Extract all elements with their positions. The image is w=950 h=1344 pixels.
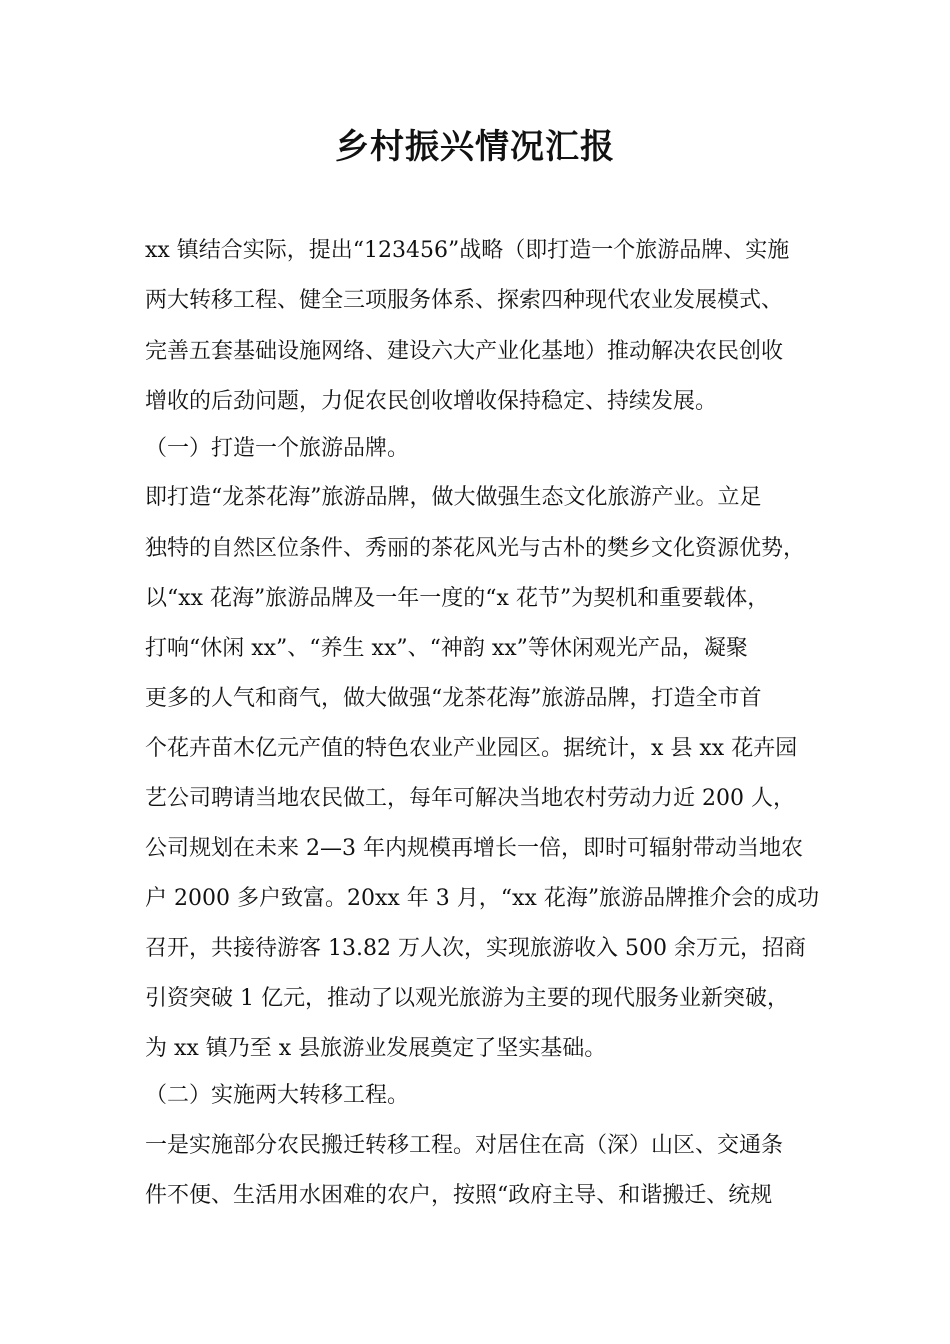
text-line: 为 xx 镇乃至 x 县旅游业发展奠定了坚实基础。 (145, 1036, 607, 1061)
text-line: 以“xx 花海”旅游品牌及一年一度的“x 花节”为契机和重要载体， (145, 586, 770, 611)
text-line: 一是实施部分农民搬迁转移工程。对居住在高（深）山区、交通条 (145, 1133, 784, 1158)
document-title: 乡村振兴情况汇报 (335, 127, 615, 167)
text-line: 更多的人气和商气，做大做强“龙茶花海”旅游品牌，打造全市首 (145, 686, 762, 711)
text-line: 完善五套基础设施网络、建设六大产业化基地）推动解决农民创收 (145, 339, 784, 364)
text-line: 个花卉苗木亿元产值的特色农业产业园区。据统计，x 县 xx 花卉园 (145, 736, 798, 761)
text-line: 件不便、生活用水困难的农户，按照“政府主导、和谐搬迁、统规 (145, 1183, 773, 1208)
text-line: 公司规划在未来 2—3 年内规模再增长一倍，即时可辐射带动当地农 (145, 836, 803, 861)
text-line: 艺公司聘请当地农民做工，每年可解决当地农村劳动力近 200 人， (145, 786, 795, 811)
text-line: 户 2000 多户致富。20xx 年 3 月，“xx 花海”旅游品牌推介会的成功 (145, 886, 820, 911)
text-line: 引资突破 1 亿元，推动了以观光旅游为主要的现代服务业新突破， (145, 986, 789, 1011)
text-line: 增收的后劲问题，力促农民创收增收保持稳定、持续发展。 (145, 389, 718, 414)
text-line: 两大转移工程、健全三项服务体系、探索四种现代农业发展模式、 (145, 288, 784, 313)
text-line: 即打造“龙茶花海”旅游品牌，做大做强生态文化旅游产业。立足 (145, 485, 762, 510)
section-heading: （一）打造一个旅游品牌。 (145, 436, 410, 461)
text-line: 召开，共接待游客 13.82 万人次，实现旅游收入 500 余万元，招商 (145, 936, 806, 961)
text-line: xx 镇结合实际，提出“123456”战略（即打造一个旅游品牌、实施 (145, 238, 790, 263)
text-line: 独特的自然区位条件、秀丽的茶花风光与古朴的樊乡文化资源优势， (145, 536, 806, 561)
section-heading: （二）实施两大转移工程。 (145, 1083, 410, 1108)
text-line: 打响“休闲 xx”、“养生 xx”、“神韵 xx”等休闲观光产品，凝聚 (145, 636, 748, 661)
